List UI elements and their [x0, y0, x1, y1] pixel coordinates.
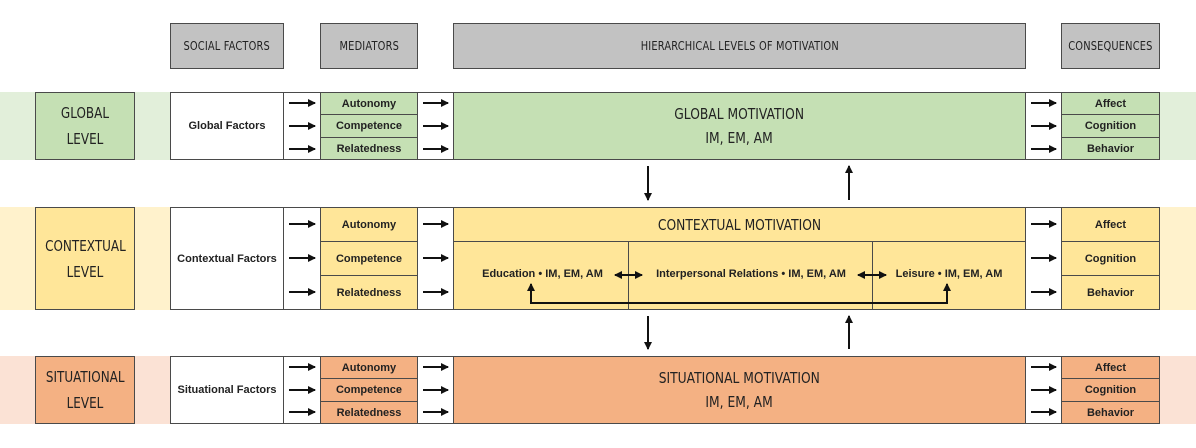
- contextual-mediator-autonomy: Autonomy: [320, 207, 418, 242]
- global-mediator-autonomy: Autonomy: [320, 92, 418, 115]
- global-consequence-cognition: Cognition: [1061, 114, 1160, 138]
- situational-motivation-types: IM, EM, AM: [705, 393, 774, 411]
- contextual-level-line2: LEVEL: [66, 262, 104, 281]
- contextual-mediator-relatedness: Relatedness: [320, 275, 418, 310]
- context-interpersonal-relations: Interpersonal Relations • IM, EM, AM: [656, 268, 846, 280]
- arrow-group: [289, 103, 1056, 412]
- header-social-factors: SOCIAL FACTORS: [170, 23, 284, 69]
- global-motivation-types: IM, EM, AM: [705, 129, 774, 147]
- contextual-level-line1: CONTEXTUAL: [44, 236, 126, 255]
- context-education: Education • IM, EM, AM: [482, 268, 603, 280]
- contextual-consequence-cognition: Cognition: [1061, 241, 1160, 276]
- global-motivation-title: GLOBAL MOTIVATION: [674, 105, 805, 123]
- arrow-education-leisure-loop: [531, 284, 947, 303]
- contextual-consequence-affect: Affect: [1061, 207, 1160, 242]
- global-level-label: GLOBAL LEVEL: [35, 92, 135, 160]
- contextual-factors: Contextual Factors: [170, 207, 284, 310]
- global-mediator-competence: Competence: [320, 114, 418, 138]
- situational-mediator-relatedness: Relatedness: [320, 401, 418, 424]
- situational-factors: Situational Factors: [170, 356, 284, 424]
- global-consequence-affect: Affect: [1061, 92, 1160, 115]
- contextual-consequence-behavior: Behavior: [1061, 275, 1160, 310]
- situational-level-line2: LEVEL: [66, 394, 104, 412]
- contextual-motivation-title: CONTEXTUAL MOTIVATION: [657, 215, 822, 234]
- situational-consequence-affect: Affect: [1061, 356, 1160, 379]
- situational-mediator-autonomy: Autonomy: [320, 356, 418, 379]
- header-mediators: MEDIATORS: [320, 23, 418, 69]
- situational-level-line1: SITUATIONAL: [45, 368, 125, 386]
- header-consequences: CONSEQUENCES: [1061, 23, 1160, 69]
- header-hierarchical-levels: HIERARCHICAL LEVELS OF MOTIVATION: [453, 23, 1026, 69]
- context-leisure: Leisure • IM, EM, AM: [895, 268, 1003, 280]
- situational-motivation-title: SITUATIONAL MOTIVATION: [658, 369, 821, 387]
- global-consequence-behavior: Behavior: [1061, 137, 1160, 160]
- contextual-mediator-competence: Competence: [320, 241, 418, 276]
- global-factors: Global Factors: [170, 92, 284, 160]
- situational-consequence-cognition: Cognition: [1061, 378, 1160, 402]
- situational-consequence-behavior: Behavior: [1061, 401, 1160, 424]
- global-mediator-relatedness: Relatedness: [320, 137, 418, 160]
- situational-mediator-competence: Competence: [320, 378, 418, 402]
